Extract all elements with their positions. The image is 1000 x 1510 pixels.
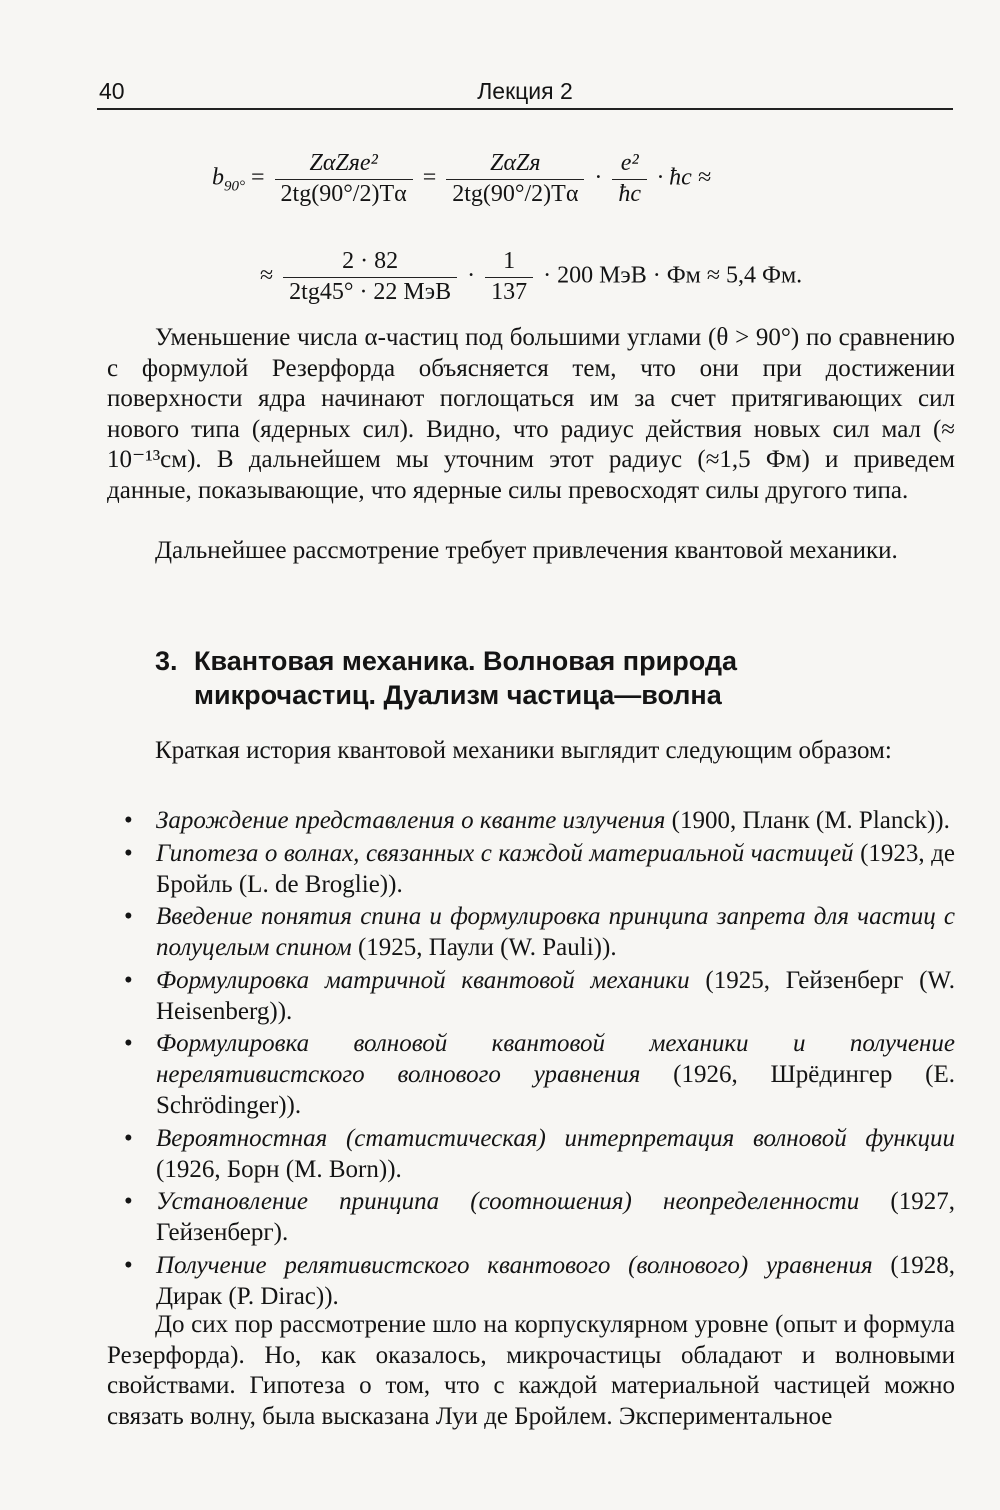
multiplication-dot: · (594, 164, 603, 191)
formula-line-2 (260, 248, 802, 306)
list-item-detail: (1927, Гейзенберг). (156, 1188, 955, 1246)
list-item-topic: Зарождение представления о кванте излучения (156, 807, 666, 834)
list-item-topic: Введение понятия спина и формулировка принципа запрета для частиц с полуцелым спином (156, 903, 955, 961)
fraction-3-denominator: ħc (618, 180, 642, 207)
list-item (122, 838, 955, 900)
list-item (122, 1186, 955, 1248)
list-item (122, 965, 955, 1027)
list-item (122, 1028, 955, 1121)
formula-lhs-subscript: 90° (224, 178, 245, 195)
section-number: 3. (155, 646, 178, 676)
section-title: Квантовая механика. Волновая природа микрочастиц. Дуализм частица—волна (194, 646, 737, 710)
fraction-5-denominator: 137 (491, 278, 528, 305)
list-item-detail: (1925, Гейзенберг (W. Heisenberg)). (156, 966, 955, 1025)
running-header (97, 74, 953, 110)
lecture-title: Лекция 2 (477, 78, 573, 104)
list-item-detail: (1900, Планк (M. Planck)). (665, 807, 950, 834)
list-item (122, 1250, 955, 1312)
list-item-topic: Гипотеза о волнах, связанных с каждой материальной частицей (156, 839, 854, 867)
list-item-topic: Получение релятивистского квантового (волнового) уравнения (156, 1251, 873, 1279)
fraction-1-denominator: 2tg(90°/2)Tα (280, 180, 407, 207)
list-item-detail: (1925, Паули (W. Pauli)). (351, 934, 617, 961)
list-item (122, 1123, 955, 1185)
formula-line-1-tail: · ħc ≈ (657, 164, 711, 191)
formula-lhs: b (212, 164, 224, 191)
fraction-1-numerator: ZαZяe² (275, 150, 413, 180)
paragraph-nuclear-forces: Уменьшение числа α-частиц под большими углами (θ > 90°) по сравнению с формулой Резерфорда объясняется тем, что они при достижении поверхности ядра начинают поглощаться им за счет притягивающих сил нового типа (ядерных сил). Видно, что радиус действия новых сил мал (≈ 10⁻¹³см). В дальнейшем мы уточним этот радиус (≈1,5 Фм) и приведем данные, показывающие, что ядерные силы превосходят силы другого типа. (107, 324, 955, 504)
list-item-detail: (1926, Борн (M. Born)). (156, 1155, 402, 1183)
bullet-icon: • (124, 1188, 133, 1215)
list-item-detail: (1928, Дирак (P. Dirac)). (156, 1251, 955, 1310)
list-item (122, 901, 955, 963)
formula-line-1 (212, 150, 711, 208)
fraction-2 (446, 150, 584, 208)
approx-sign: ≈ (260, 262, 274, 289)
bullet-icon: • (124, 1030, 133, 1057)
bullet-icon: • (124, 807, 133, 834)
multiplication-dot-2: · (467, 262, 476, 289)
bullet-icon: • (124, 839, 133, 867)
list-item (122, 805, 955, 836)
fraction-3 (612, 150, 647, 208)
list-item-topic: Формулировка матричной квантовой механики (156, 966, 690, 994)
fraction-4-numerator: 2 · 82 (283, 248, 457, 278)
paragraph-quantum-needed: Дальнейшее рассмотрение требует привлечения квантовой механики. (155, 537, 898, 564)
fraction-4 (283, 248, 457, 306)
fraction-2-numerator: ZαZя (446, 150, 584, 180)
list-item-topic: Формулировка волновой квантовой механики и получение нерелятивистского волнового уравнения (156, 1030, 955, 1088)
fraction-5 (485, 248, 533, 306)
list-item-detail: (1923, де Бройль (L. de Broglie)). (156, 839, 955, 898)
bullet-icon: • (124, 903, 133, 930)
fraction-3-numerator: e² (612, 150, 647, 180)
fraction-2-denominator: 2tg(90°/2)Tα (452, 180, 579, 207)
paragraph-wave-properties: До сих пор рассмотрение шло на корпускулярном уровне (опыт и формула Резерфорда). Но, как оказалось, микрочастицы обладают и волновыми свойствами. Гипотеза о том, что с каждой материальной частицей можно связать волну, была высказана Луи де Бройлем. Экспериментальное (107, 1311, 955, 1430)
list-item-detail: (1926, Шрёдингер (E. Schrödinger)). (156, 1061, 955, 1119)
fraction-5-numerator: 1 (485, 248, 533, 278)
history-list (122, 805, 955, 1313)
equals-sign: = (251, 164, 265, 191)
bullet-icon: • (124, 1251, 133, 1279)
formula-line-2-tail: · 200 МэВ · Фм ≈ 5,4 Фм. (543, 262, 803, 289)
bullet-icon: • (124, 1124, 133, 1152)
bullet-icon: • (124, 966, 133, 994)
fraction-1 (275, 150, 413, 208)
list-item-topic: Вероятностная (статистическая) интерпретация волновой функции (156, 1124, 955, 1152)
page-number: 40 (99, 78, 125, 104)
paragraph-history-intro: Краткая история квантовой механики выглядит следующим образом: (155, 737, 892, 764)
list-item-topic: Установление принципа (соотношения) неопределенности (156, 1188, 860, 1215)
fraction-4-denominator: 2tg45° · 22 МэВ (289, 278, 452, 305)
equals-sign-2: = (422, 164, 437, 191)
